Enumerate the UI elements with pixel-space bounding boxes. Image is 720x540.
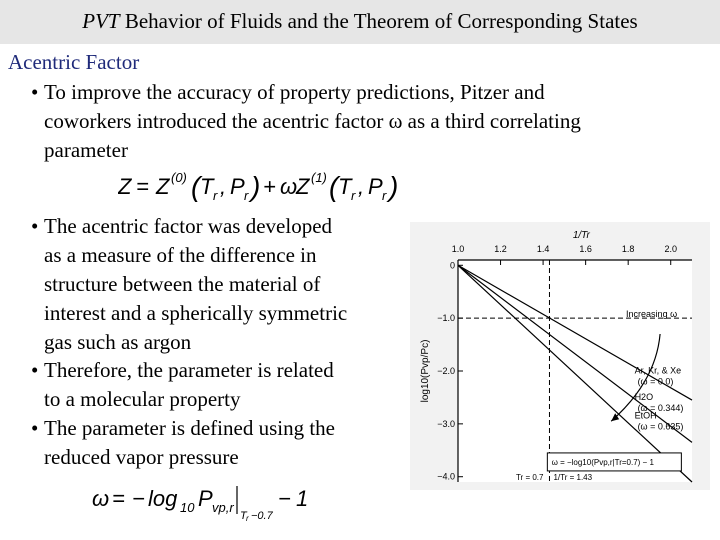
svg-text:Z: Z — [156, 174, 170, 199]
svg-text:−: − — [278, 486, 291, 511]
series-label-sub-1: (ω = 0.0) — [637, 376, 674, 387]
series-label-3: EtOH — [634, 410, 657, 421]
bullet-line: The parameter is defined using the — [44, 416, 335, 440]
formula-box-text: ω = −log10(Pvp,r|Tr=0.7) − 1 — [551, 457, 654, 467]
series-label-sub-3: (ω = 0.635) — [637, 421, 684, 432]
svg-text:T: T — [200, 174, 214, 199]
svg-text:Z: Z — [296, 174, 310, 199]
svg-text:−: − — [132, 486, 145, 511]
reference-label-left: Tr = 0.7 — [515, 473, 544, 482]
x-tick-label: 1.4 — [536, 244, 550, 254]
y-tick-label: −1.0 — [437, 313, 455, 324]
svg-text:(: ( — [329, 171, 339, 202]
svg-text:(: ( — [191, 171, 201, 202]
bullet-line: coworkers introduced the acentric factor ω as a third correlating — [44, 109, 581, 133]
bullet-line: as a measure of the difference in — [44, 243, 317, 267]
svg-text:r: r — [213, 188, 218, 202]
svg-text:log: log — [148, 486, 178, 511]
svg-text:(1): (1) — [311, 170, 327, 185]
svg-text:): ) — [389, 171, 399, 202]
y-tick-label: −4.0 — [437, 471, 455, 482]
svg-text:r: r — [246, 514, 249, 522]
svg-text:P: P — [368, 174, 383, 199]
x-tick-label: 1.8 — [621, 244, 635, 254]
bullet-line: interest and a spherically symmetric — [44, 301, 348, 325]
bullet-dot: • — [31, 358, 39, 382]
bullet-dot: • — [31, 416, 39, 440]
svg-text:r: r — [244, 188, 249, 202]
svg-text:(0): (0) — [171, 170, 187, 185]
bullet-4 — [31, 414, 404, 472]
y-axis-label: log10(Pvp/Pc) — [420, 339, 431, 403]
svg-text:P: P — [198, 486, 213, 511]
series-label-1: Ar, Kr, & Xe — [634, 365, 682, 376]
bullet-line: The acentric factor was developed — [44, 214, 333, 238]
vapor-pressure-chart — [410, 222, 710, 490]
y-tick-label: −3.0 — [437, 418, 455, 429]
svg-text:=: = — [112, 486, 125, 511]
bullet-line: reduced vapor pressure — [44, 445, 239, 469]
bullet-line: to a molecular property — [44, 387, 241, 411]
x-axis-title: 1/Tr — [572, 230, 590, 241]
title-text: Behavior of Fluids and the Theorem of Corresponding States — [119, 9, 638, 33]
svg-text:,: , — [358, 174, 365, 199]
bullet-2 — [31, 212, 404, 357]
slide-title — [0, 9, 720, 34]
bullet-line: To improve the accuracy of property predictions, Pitzer and — [44, 80, 545, 104]
x-tick-label: 1.6 — [579, 244, 592, 254]
svg-text:r: r — [382, 188, 387, 202]
x-tick-label: 1.2 — [494, 244, 507, 254]
series-label-2: H2O — [634, 392, 654, 403]
svg-text:ω: ω — [92, 486, 110, 511]
equation-omega — [92, 482, 322, 528]
title-italic: PVT — [82, 9, 120, 33]
svg-text:+: + — [263, 174, 276, 199]
bullet-3 — [31, 356, 404, 414]
svg-text:P: P — [230, 174, 245, 199]
bullet-line: structure between the material of — [44, 272, 321, 296]
svg-text:T: T — [338, 174, 352, 199]
bullet-dot: • — [31, 214, 39, 238]
svg-text:−0.7: −0.7 — [251, 510, 273, 522]
svg-text:10: 10 — [180, 500, 195, 515]
equation-z-render — [118, 170, 408, 202]
title-bar — [0, 0, 720, 44]
bullet-1 — [31, 78, 694, 165]
y-tick-label: −2.0 — [437, 366, 455, 376]
bullet-line: gas such as argon — [44, 330, 192, 354]
reference-label-right: 1/Tr = 1.43 — [553, 473, 593, 482]
y-tick-label: 0 — [449, 260, 455, 271]
arrow-label: Increasing ω — [626, 309, 678, 320]
equation-z — [118, 170, 408, 208]
equation-omega-render — [92, 482, 322, 522]
svg-text:,: , — [220, 174, 227, 199]
bullet-dot: • — [31, 80, 39, 104]
x-tick-label: 2.0 — [664, 244, 677, 254]
bullet-line: Therefore, the parameter is related — [44, 358, 334, 382]
bullet-line: parameter — [44, 138, 128, 162]
svg-text:ω: ω — [280, 174, 298, 199]
svg-text:): ) — [251, 171, 261, 202]
section-heading: Acentric Factor — [8, 50, 140, 74]
svg-text:r: r — [351, 188, 356, 202]
svg-text:vp,r: vp,r — [212, 500, 234, 515]
svg-text:T: T — [240, 510, 247, 522]
x-tick-label: 1.0 — [451, 244, 465, 254]
series-label-sub-2: (ω = 0.344) — [637, 403, 684, 414]
svg-text:1: 1 — [296, 486, 309, 511]
svg-text:Z: Z — [118, 174, 132, 199]
svg-text:=: = — [136, 174, 149, 199]
